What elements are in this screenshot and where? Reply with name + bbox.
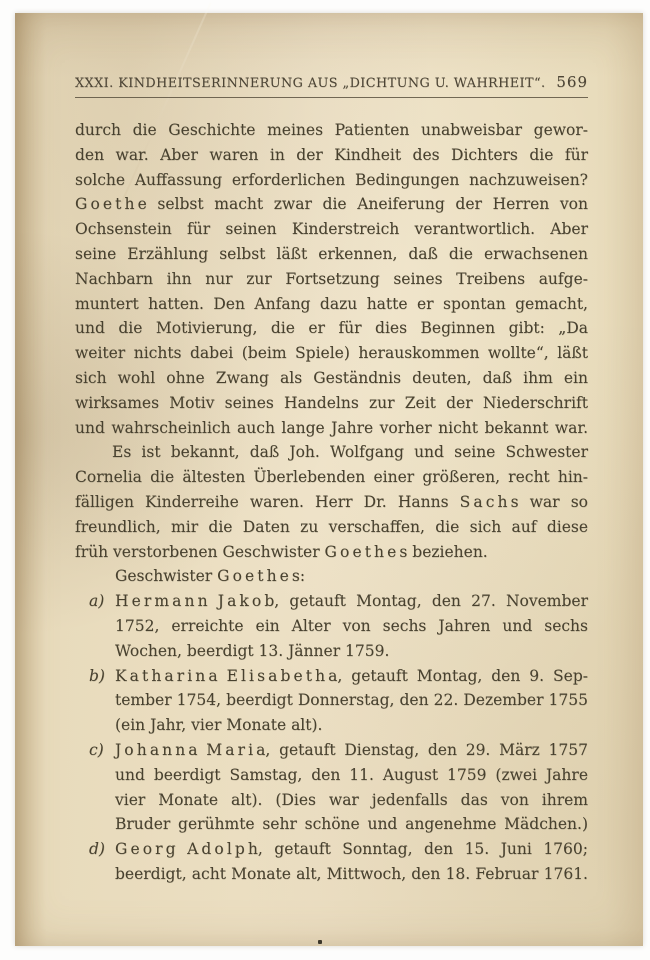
text-line: 1752, erreichte ein Alter von sechs Jahren und sechs [115, 616, 588, 635]
text-line: Es ist bekannt, daß Joh. Wolfgang und seine Schwester [112, 443, 588, 462]
text-line: sich wohl ohne Zwang als Geständnis deuten, daß ihm ein [75, 368, 588, 387]
text-line: früh verstorbenen Geschwister G o e t h e s beziehen. [75, 542, 488, 561]
text-line: H e r m a n n J a k o b, getauft Montag, den 27. November [115, 592, 588, 611]
text-line: (ein Jahr, vier Monate alt). [115, 716, 323, 735]
text-line: vier Monate alt). (Dies war jedenfalls das von ihrem [115, 790, 588, 809]
text-line: J o h a n n a M a r i a, getauft Dienstag, den 29. März 1757 [115, 740, 588, 759]
text-line: tember 1754, beerdigt Donnerstag, den 22. Dezember 1755 [115, 691, 588, 710]
sibling-item-d [75, 837, 588, 887]
text-line: solche Auffassung erforderlichen Bedingungen nachzuweisen? [75, 170, 588, 189]
text-line: beerdigt, acht Monate alt, Mittwoch, den 18. Februar 1761. [115, 864, 588, 883]
sibling-item-b [75, 664, 588, 738]
list-marker-b: b) [89, 666, 105, 685]
text-block [75, 118, 588, 887]
text-line: weiter nichts dabei (beim Spiele) herauskommen wollte“, läßt [75, 344, 588, 363]
text-line: G e o r g A d o l p h, getauft Sonntag, den 15. Juni 1760; [115, 840, 588, 859]
text-line: und die Motivierung, die er für dies Beginnen gibt: „Da [75, 319, 588, 338]
paper-sheet [15, 13, 643, 946]
text-line: und beerdigt Samstag, den 11. August 1759 (zwei Jahre [115, 765, 588, 784]
paragraph-1 [75, 118, 588, 440]
text-line: den war. Aber waren in der Kindheit des Dichters die für [75, 145, 588, 164]
paragraph-2 [75, 440, 588, 564]
list-marker-c: c) [89, 740, 104, 759]
text-line: G o e t h e selbst macht zwar die Aneiferung der Herren von [75, 195, 588, 214]
siblings-list-heading: Geschwister G o e t h e s: [115, 567, 306, 586]
text-line: durch die Geschichte meines Patienten unabweisbar gewor- [75, 121, 588, 139]
chapter-title: XXXI. KINDHEITSERINNERUNG AUS „DICHTUNG U. WAHRHEIT“. [75, 76, 546, 91]
text-line: und wahrscheinlich auch lange Jahre vorher nicht bekannt war. [75, 418, 588, 437]
text-line: Wochen, beerdigt 13. Jänner 1759. [115, 641, 390, 660]
text-line: Ochsenstein für seinen Kinderstreich verantwortlich. Aber [75, 220, 588, 239]
running-header [75, 73, 588, 91]
header-rule [75, 97, 588, 98]
sibling-item-c [75, 738, 588, 837]
list-marker-d: d) [89, 840, 105, 859]
sibling-item-a [75, 589, 588, 663]
text-line: muntert hatten. Den Anfang dazu hatte er spontan gemacht, [75, 294, 588, 313]
text-line: fälligen Kinderreihe waren. Herr Dr. Hanns S a c h s war so [75, 492, 588, 511]
text-line: seine Erzählung selbst läßt erkennen, daß die erwachsenen [75, 244, 588, 263]
text-line: Cornelia die ältesten Überlebenden einer größeren, recht hin- [75, 468, 588, 487]
print-speck [318, 940, 322, 944]
text-line: wirksames Motiv seines Handelns zur Zeit der Niederschrift [75, 393, 588, 412]
list-marker-a: a) [89, 592, 105, 611]
text-line: K a t h a r i n a E l i s a b e t h a, getauft Montag, den 9. Sep- [115, 666, 588, 685]
text-line: Nachbarn ihn nur zur Fortsetzung seines Treibens aufge- [75, 269, 588, 288]
text-line: Bruder gerühmte sehr schöne und angenehme Mädchen.) [115, 815, 588, 834]
page-number: 569 [556, 73, 588, 91]
text-line: freundlich, mir die Daten zu verschaffen, die sich auf diese [75, 517, 588, 536]
